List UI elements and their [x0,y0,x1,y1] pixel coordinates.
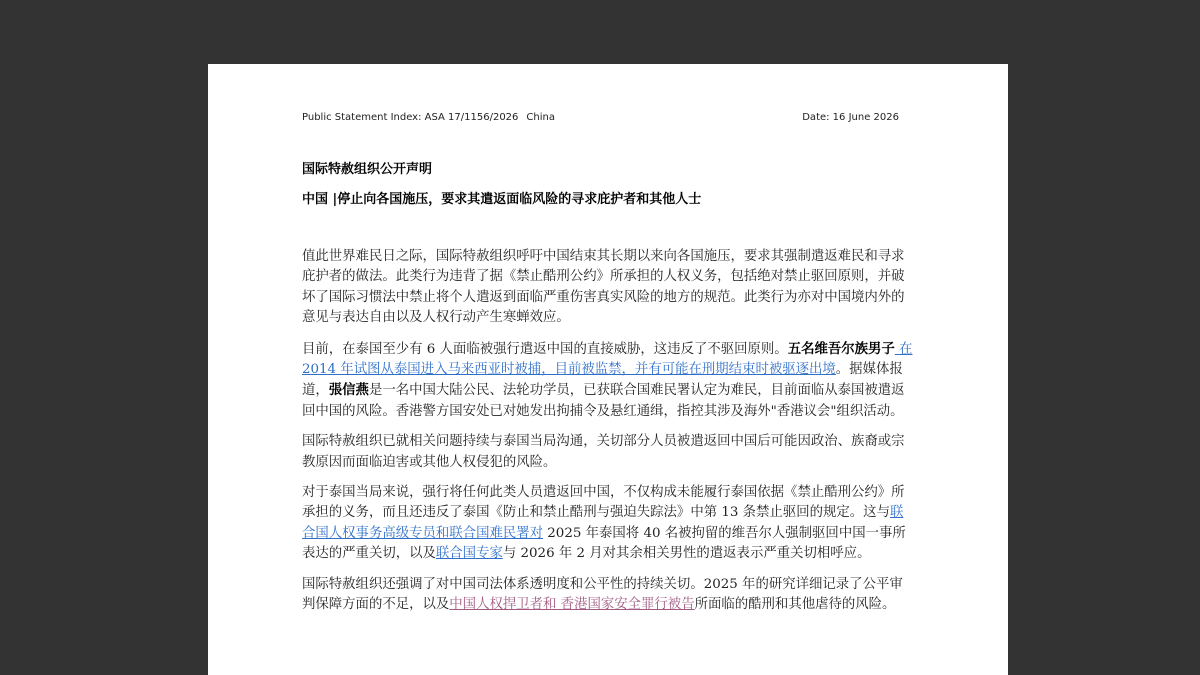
paragraph-5-text: 国际特赦组织还强调了对中国司法体系透明度和公平性的持续关切。2025 年的研究详细记录了公平审判保障方面的不足，以及 [302,576,903,613]
paragraph-2-text: 。据媒体报道， [302,362,903,399]
paragraph-5-text: 所面临的酷刑和其他虐待的风险。 [694,597,896,613]
paragraph-1: 值此世界难民日之际，国际特赦组织呼吁中国结束其长期以来向各国施压，要求其强制遣返难民和寻求庇护者的做法。此类行为违背了据《禁止酷刑公约》所承担的人权义务，包括绝对禁止驱回原则，并破坏了国际习惯法中禁止将个人遣返到面临严重伤害真实风险的地方的规范。此类行为亦对中国境内外的意见与表达自由以及人权行动产生寒蝉效应。 [302,249,905,326]
statement-date: Date: 16 June 2026 [802,112,899,123]
country-label: China [526,112,555,123]
bold-name-zhang-xinyan: 張信燕 [328,382,369,399]
paragraph-2-text: 目前，在泰国至少有 6 人面临被强行遣返中国的直接威胁，这违反了不驱回原则。 [302,341,788,357]
link-uyghur-men-arrest[interactable]: 在 2014 年试图从泰国进入马来西亚时被捕，目前被监禁，并有可能在刑期结束时被驱逐出境 [302,341,913,378]
paragraph-4 [302,483,915,565]
document-body [302,247,915,626]
link-hrd-hk-nsl-defendants[interactable]: 中国人权捍卫者和 香港国家安全罪行被告 [449,597,695,613]
link-un-high-commissioner-unhcr[interactable]: 联合国人权事务高级专员和联合国难民署对 [302,505,904,541]
bold-name-uyghur-men: 五名维吾尔族男子 [787,340,895,357]
paragraph-4-text: 对于泰国当局来说，强行将任何此类人员遣返回中国，不仅构成未能履行泰国依据《禁止酷刑公约》所承担的义务，而且还违反了泰国《防止和禁止酷刑与强迫失踪法》中第 13 条禁止驱回的规定。这与 [302,485,905,521]
statement-index: Public Statement Index: ASA 17/1156/2026 [302,112,519,123]
paragraph-5 [302,575,915,616]
paragraph-4-text: 与 2026 年 2 月对其余相关男性的遣返表示严重关切相呼应。 [502,546,871,562]
document-title: 国际特赦组织公开声明 [302,162,433,177]
paragraph-2-text: 是一名中国大陆公民、法轮功学员，已获联合国难民署认定为难民，目前面临从泰国被遣返回中国的风险。香港警方国安处已对她发出拘捕令及悬红通缉，指控其涉及海外"香港议会"组织活动。 [302,383,905,419]
paragraph-3: 国际特赦组织已就相关问题持续与泰国当局沟通，关切部分人员被遣返回中国后可能因政治、族裔或宗教原因而面临迫害或其他人权侵犯的风险。 [302,434,905,470]
link-un-experts[interactable]: 联合国专家 [435,546,503,562]
paragraph-4-text: 2025 年泰国将 40 名被拘留的维吾尔人强制驱回中国一事所表达的严重关切，以及 [302,525,906,562]
document-page [208,64,1008,675]
paragraph-2 [302,339,915,423]
page-header [302,111,899,125]
statement-headline: 中国 |停止向各国施压，要求其遣返面临风险的寻求庇护者和其他人士 [302,192,702,207]
